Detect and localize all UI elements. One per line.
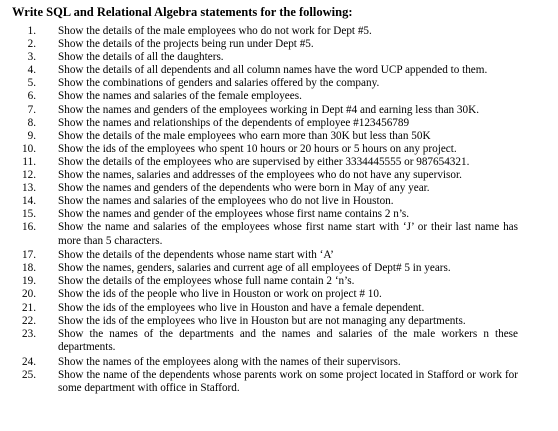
question-text: Show the names and gender of the employees whose first name contains 2 n’s. — [58, 208, 410, 221]
question-text: Show the names and relationships of the dependents of employee #123456789 — [58, 116, 410, 129]
question-text: Show the details of the male employees who do not work for Dept #5. — [58, 25, 372, 37]
question-item — [0, 130, 558, 143]
question-number: 7. — [27, 103, 36, 116]
question-item — [0, 64, 558, 77]
question-item — [0, 169, 558, 182]
question-item — [0, 221, 558, 247]
question-number: 18. — [22, 262, 36, 275]
question-item — [0, 369, 558, 395]
question-item — [0, 156, 558, 169]
question-text: Show the details of the dependents whose name start with ‘A’ — [58, 249, 334, 262]
question-list — [0, 25, 558, 395]
question-item — [0, 117, 558, 130]
question-number: 3. — [27, 51, 36, 64]
question-number: 16. — [22, 221, 36, 234]
question-text: Show the details of the male employees who earn more than 30K but less than 50K — [58, 129, 431, 142]
question-text: Show the names and salaries of the female employees. — [58, 90, 302, 103]
question-item — [0, 288, 558, 301]
question-number: 9. — [27, 129, 36, 142]
question-text: Show the ids of the people who live in Houston or work on project # 10. — [58, 288, 382, 301]
question-item — [0, 356, 558, 369]
question-text: Show the ids of the employees who spent 10 hours or 20 hours or 5 hours on any project. — [58, 142, 457, 155]
question-text: Show the names and salaries of the employees who do not live in Houston. — [58, 195, 394, 208]
question-number: 12. — [22, 169, 36, 182]
question-item — [0, 195, 558, 208]
question-number: 8. — [27, 116, 36, 129]
question-text: Show the names, genders, salaries and current age of all employees of Dept# 5 in years. — [58, 262, 451, 275]
question-number: 20. — [22, 288, 36, 301]
question-text: Show the combinations of genders and salaries offered by the company. — [58, 77, 380, 90]
page-heading: Write SQL and Relational Algebra statements for the following: — [12, 5, 353, 19]
question-number: 17. — [22, 249, 36, 262]
question-item — [0, 77, 558, 90]
question-item — [0, 38, 558, 51]
question-item — [0, 315, 558, 328]
question-item — [0, 104, 558, 117]
question-number: 15. — [22, 208, 36, 221]
question-text: Show the names, salaries and addresses of the employees who do not have any supervisor. — [58, 169, 462, 182]
question-item — [0, 328, 558, 354]
question-number: 14. — [22, 195, 36, 208]
question-item — [0, 25, 558, 38]
question-text: Show the details of the projects being run under Dept #5. — [58, 38, 314, 51]
question-text: Show the names and genders of the employees working in Dept #4 and earning less than 30K. — [58, 103, 479, 116]
question-number: 24. — [22, 355, 36, 368]
question-text: Show the ids of the employees who live in Houston but are not managing any departments. — [58, 314, 466, 327]
question-text: Show the name of the dependents whose parents work on some project located in Stafford or work for some department with office in Stafford. — [58, 368, 518, 394]
question-text: Show the details of the employees who are supervised by either 3334445555 or 987654321. — [58, 155, 470, 168]
question-item — [0, 51, 558, 64]
question-number: 22. — [22, 314, 36, 327]
question-text: Show the names of the employees along with the names of their supervisors. — [58, 355, 401, 368]
question-text: Show the names and genders of the dependents who were born in May of any year. — [58, 182, 430, 195]
question-item — [0, 262, 558, 275]
question-item — [0, 302, 558, 315]
question-text: Show the details of all dependents and all column names have the word UCP appended to them. — [58, 64, 488, 77]
question-item — [0, 249, 558, 262]
question-item — [0, 208, 558, 221]
question-number: 21. — [22, 301, 36, 314]
question-item — [0, 90, 558, 103]
question-number: 1. — [27, 25, 36, 37]
question-item — [0, 182, 558, 195]
question-text: Show the name and salaries of the employees whose first name start with ‘J’ or their last name has more than 5 characters. — [58, 221, 518, 247]
question-item — [0, 275, 558, 288]
question-text: Show the details of the employees whose full name contain 2 ‘n’s. — [58, 275, 355, 288]
question-number: 2. — [27, 38, 36, 51]
question-number: 11. — [22, 155, 36, 168]
question-text: Show the names of the departments and the names and salaries of the male workers n these departments. — [58, 327, 518, 353]
question-number: 5. — [27, 77, 36, 90]
question-number: 25. — [22, 368, 36, 381]
question-text: Show the details of all the daughters. — [58, 51, 224, 64]
question-number: 10. — [22, 142, 36, 155]
question-number: 4. — [27, 64, 36, 77]
question-text: Show the ids of the employees who live in Houston and have a female dependent. — [58, 301, 425, 314]
question-number: 13. — [22, 182, 36, 195]
question-number: 6. — [27, 90, 36, 103]
question-number: 19. — [22, 275, 36, 288]
question-number: 23. — [22, 327, 36, 340]
question-item — [0, 143, 558, 156]
